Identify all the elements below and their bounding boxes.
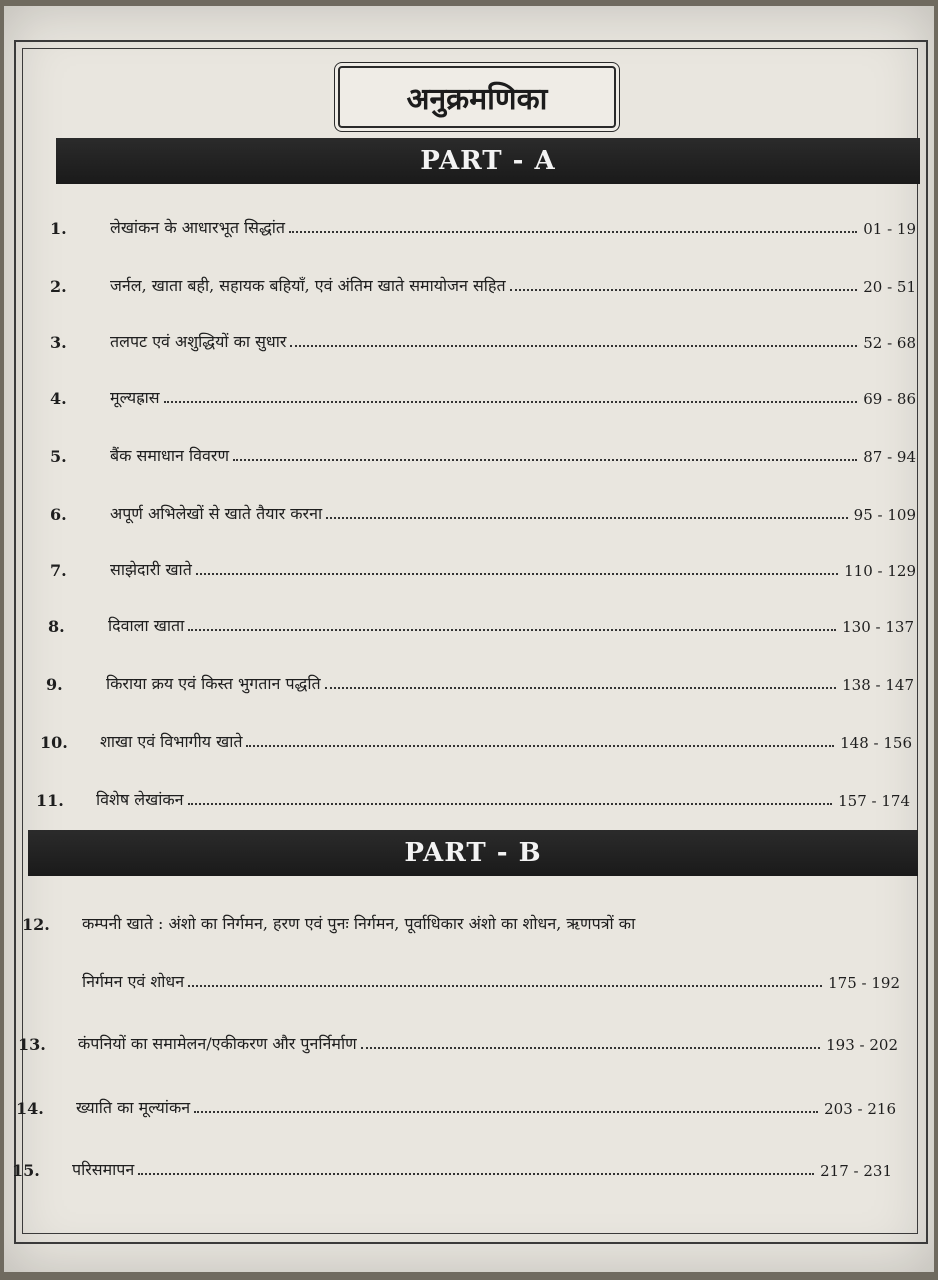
dot-leader bbox=[326, 517, 848, 519]
entry-title: साझेदारी खाते bbox=[110, 560, 192, 579]
dot-leader bbox=[164, 401, 858, 403]
toc-entry-4[interactable] bbox=[50, 384, 916, 408]
dot-leader bbox=[194, 1111, 818, 1113]
dot-leader bbox=[188, 985, 822, 987]
toc-entry-15[interactable] bbox=[12, 1156, 892, 1180]
toc-entry-12-continued[interactable] bbox=[82, 968, 900, 992]
entry-pages: 148 - 156 bbox=[840, 734, 912, 752]
dot-leader bbox=[361, 1047, 820, 1049]
toc-entry-9[interactable] bbox=[46, 670, 914, 694]
part-b-heading: PART - B bbox=[28, 830, 918, 876]
entry-number: 10. bbox=[40, 733, 68, 752]
entry-pages: 217 - 231 bbox=[820, 1162, 892, 1180]
entry-pages: 95 - 109 bbox=[853, 506, 916, 524]
entry-title: अपूर्ण अभिलेखों से खाते तैयार करना bbox=[110, 504, 323, 523]
entry-title-line1: कम्पनी खाते : अंशो का निर्गमन, हरण एवं पुनः निर्गमन, पूर्वाधिकार अंशो का शोधन, ऋणपत्रों का bbox=[82, 914, 636, 933]
dot-leader bbox=[289, 231, 857, 233]
entry-title: परिसमापन bbox=[72, 1160, 135, 1179]
entry-pages: 203 - 216 bbox=[824, 1100, 896, 1118]
entry-number: 13. bbox=[18, 1035, 46, 1054]
dot-leader bbox=[290, 345, 857, 347]
entry-number: 6. bbox=[50, 505, 67, 524]
toc-entry-1[interactable] bbox=[50, 214, 916, 238]
entry-title: ख्याति का मूल्यांकन bbox=[76, 1098, 191, 1117]
toc-entry-7[interactable] bbox=[50, 556, 916, 580]
entry-pages: 157 - 174 bbox=[838, 792, 910, 810]
entry-title: मूल्यह्रास bbox=[110, 388, 160, 407]
entry-number: 14. bbox=[16, 1099, 44, 1118]
dot-leader bbox=[196, 573, 838, 575]
index-title: अनुक्रमणिका bbox=[338, 66, 616, 128]
entry-title: जर्नल, खाता बही, सहायक बहियाँ, एवं अंतिम खाते समायोजन सहित bbox=[110, 276, 506, 295]
entry-pages: 175 - 192 bbox=[828, 974, 900, 992]
entry-pages: 87 - 94 bbox=[863, 448, 916, 466]
entry-pages: 01 - 19 bbox=[863, 220, 916, 238]
entry-pages: 20 - 51 bbox=[863, 278, 916, 296]
dot-leader bbox=[138, 1173, 814, 1175]
entry-number: 12. bbox=[22, 915, 50, 934]
toc-entry-10[interactable] bbox=[40, 728, 912, 752]
entry-title: किराया क्रय एवं किस्त भुगतान पद्धति bbox=[106, 674, 321, 693]
entry-title: तलपट एवं अशुद्धियों का सुधार bbox=[110, 332, 287, 351]
entry-title-line2: निर्गमन एवं शोधन bbox=[82, 972, 185, 991]
entry-title: विशेष लेखांकन bbox=[96, 790, 184, 809]
part-a-heading: PART - A bbox=[56, 138, 920, 184]
toc-entry-11[interactable] bbox=[36, 786, 910, 810]
entry-title: बैंक समाधान विवरण bbox=[110, 446, 230, 465]
entry-number: 7. bbox=[50, 561, 67, 580]
entry-pages: 130 - 137 bbox=[842, 618, 914, 636]
entry-pages: 193 - 202 bbox=[826, 1036, 898, 1054]
dot-leader bbox=[510, 289, 858, 291]
toc-entry-8[interactable] bbox=[48, 612, 914, 636]
entry-number: 4. bbox=[50, 389, 67, 408]
entry-title: लेखांकन के आधारभूत सिद्धांत bbox=[110, 218, 286, 237]
entry-pages: 110 - 129 bbox=[844, 562, 916, 580]
entry-title: कंपनियों का समामेलन/एकीकरण और पुनर्निर्माण bbox=[78, 1034, 357, 1053]
dot-leader bbox=[246, 745, 834, 747]
entry-number: 1. bbox=[50, 219, 67, 238]
entry-number: 8. bbox=[48, 617, 65, 636]
entry-title: शाखा एवं विभागीय खाते bbox=[100, 732, 243, 751]
entry-number: 3. bbox=[50, 333, 67, 352]
entry-number: 11. bbox=[36, 791, 64, 810]
entry-number: 2. bbox=[50, 277, 67, 296]
toc-entry-12[interactable] bbox=[22, 910, 902, 934]
entry-pages: 52 - 68 bbox=[863, 334, 916, 352]
entry-pages: 138 - 147 bbox=[842, 676, 914, 694]
dot-leader bbox=[233, 459, 857, 461]
toc-entry-13[interactable] bbox=[18, 1030, 898, 1054]
entry-title: दिवाला खाता bbox=[108, 616, 185, 635]
entry-number: 5. bbox=[50, 447, 67, 466]
dot-leader bbox=[325, 687, 837, 689]
toc-entry-3[interactable] bbox=[50, 328, 916, 352]
entry-number: 15. bbox=[12, 1161, 40, 1180]
toc-entry-6[interactable] bbox=[50, 500, 916, 524]
entry-number: 9. bbox=[46, 675, 63, 694]
toc-entry-2[interactable] bbox=[50, 272, 916, 296]
entry-pages: 69 - 86 bbox=[863, 390, 916, 408]
toc-entry-5[interactable] bbox=[50, 442, 916, 466]
toc-entry-14[interactable] bbox=[16, 1094, 896, 1118]
dot-leader bbox=[188, 629, 836, 631]
dot-leader bbox=[188, 803, 833, 805]
